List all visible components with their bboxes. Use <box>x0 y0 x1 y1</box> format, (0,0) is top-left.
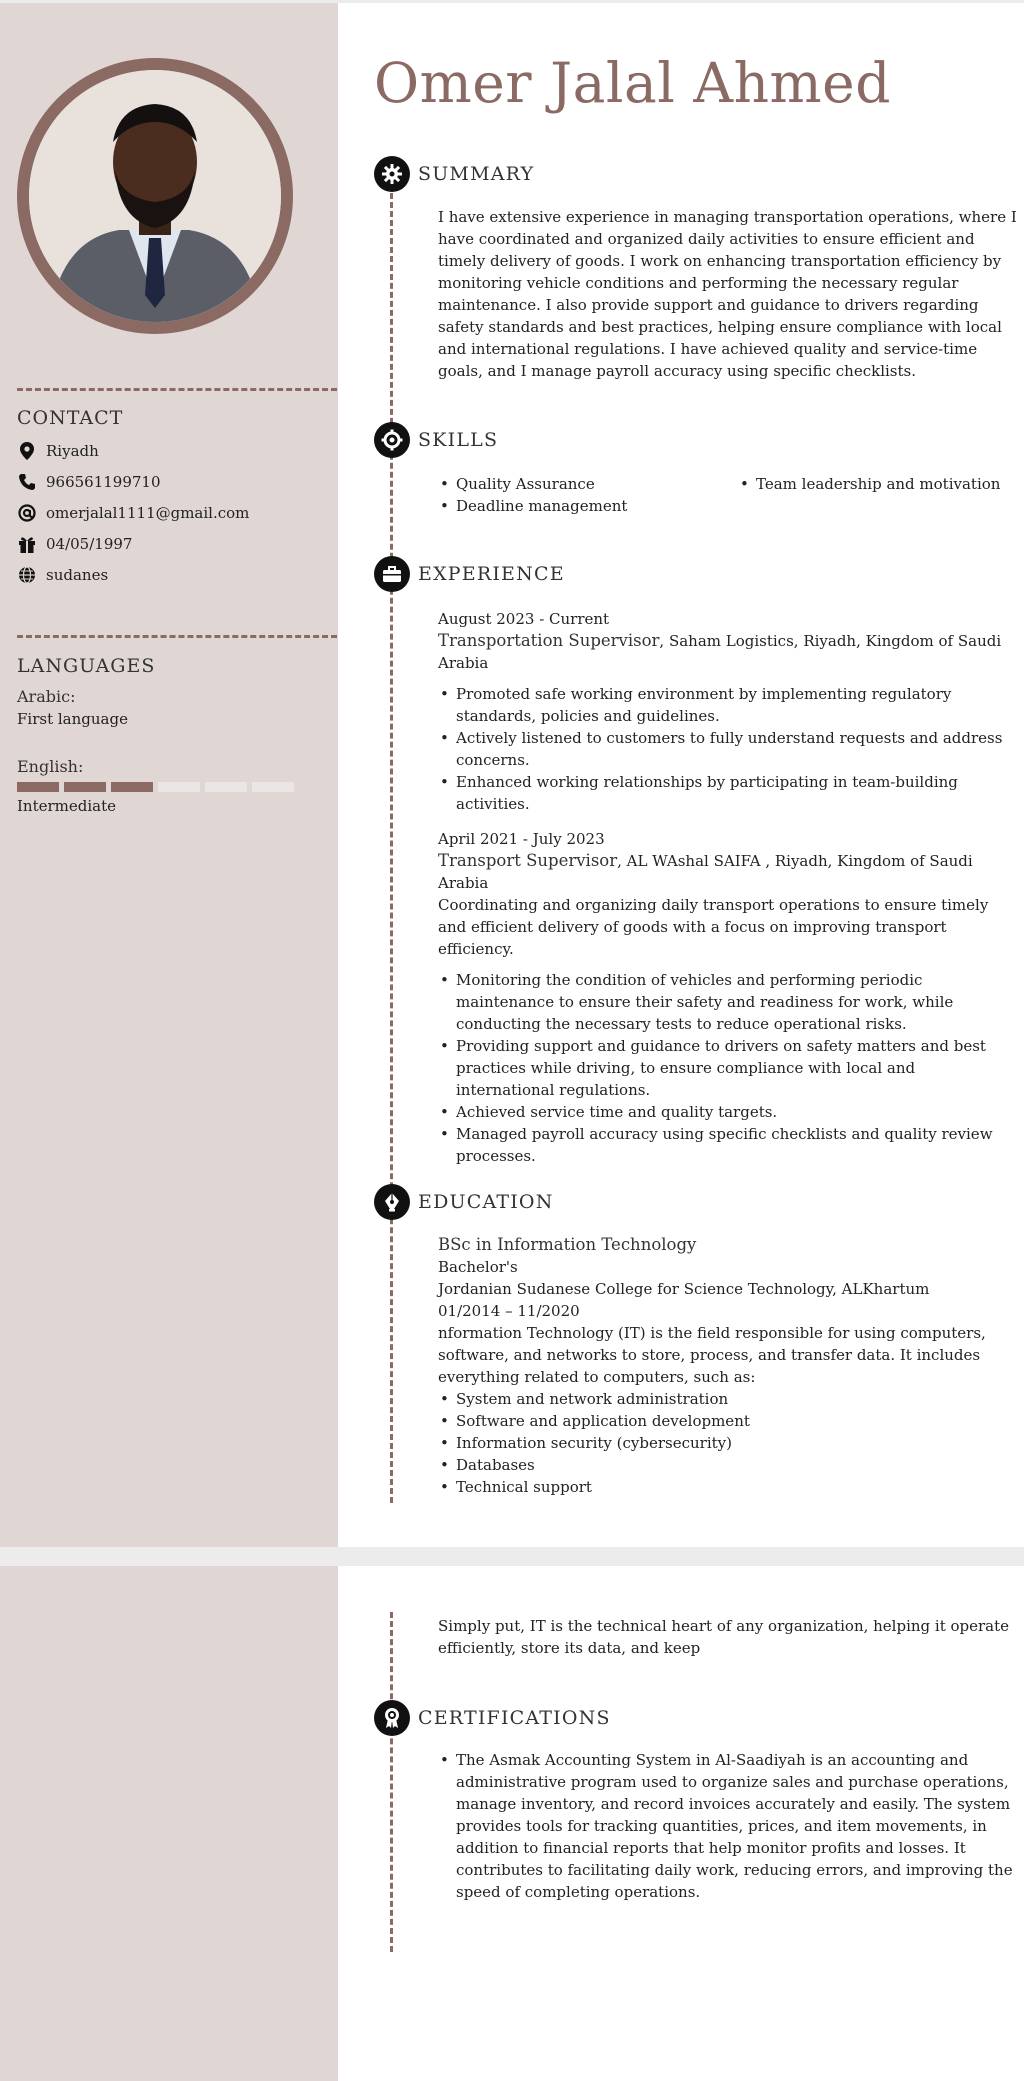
location-pin-icon <box>17 441 37 461</box>
gift-icon <box>17 534 37 554</box>
language-level-segment <box>17 782 59 792</box>
education-dates: 01/2014 – 11/2020 <box>438 1302 580 1320</box>
contact-location-text: Riyadh <box>46 442 99 460</box>
language-level-bar <box>17 782 294 792</box>
globe-icon <box>17 565 37 585</box>
job-bullet: • Promoted safe working environment by implementing regulatory standards, policies and guidelines. <box>438 683 1018 727</box>
skill-item: • Deadline management <box>438 495 738 517</box>
candidate-name: Omer Jalal Ahmed <box>374 51 891 115</box>
contact-phone <box>17 471 161 493</box>
job-bullet: • Actively listened to customers to fully understand requests and address concerns. <box>438 727 1018 771</box>
timeline-line <box>390 193 393 1503</box>
job-bullet: • Managed payroll accuracy using specific checklists and quality review processes. <box>438 1123 1018 1167</box>
certification-item: • The Asmak Accounting System in Al-Saadiyah is an accounting and administrative program used to organize sales and purchase operations, manage inventory, and record invoices accurately and easily. The system provides tools for tracking quantities, prices, and item movements, in addition to financial reports that help monitor profits and losses. It contributes to facilitating daily work, reducing errors, and improving the speed of completing operations. <box>438 1749 1018 1903</box>
sidebar <box>0 1566 338 2081</box>
timeline-line <box>390 1612 393 1952</box>
contact-birthday-text: 04/05/1997 <box>46 535 133 553</box>
education-bullet: • Information security (cybersecurity) <box>438 1432 1018 1454</box>
job-bullet: • Providing support and guidance to drivers on safety matters and best practices while driving, to ensure compliance with local and international regulations. <box>438 1035 1018 1101</box>
contact-nationality-text: sudanes <box>46 566 109 584</box>
language-level-segment <box>158 782 200 792</box>
job-bullet: • Enhanced working relationships by participating in team-building activities. <box>438 771 1018 815</box>
language-name: Arabic: <box>17 687 76 706</box>
education-bullet: • Technical support <box>438 1476 1018 1498</box>
language-level-segment <box>252 782 294 792</box>
language-level-segment <box>64 782 106 792</box>
skills-gear-icon <box>374 422 410 458</box>
education-entry <box>438 1234 1018 1498</box>
summary-gear-icon <box>374 156 410 192</box>
languages-heading: LANGUAGES <box>17 655 156 677</box>
contact-heading: CONTACT <box>17 407 124 429</box>
language-level-segment <box>205 782 247 792</box>
resume-page-1 <box>0 3 1024 1547</box>
job-entry <box>438 828 1018 1167</box>
briefcase-icon <box>374 556 410 592</box>
job-bullets <box>438 969 1018 1167</box>
job-description: Coordinating and organizing daily transport operations to ensure timely and efficient delivery of goods with a focus on improving transport efficiency. <box>438 896 989 958</box>
education-continuation: Simply put, IT is the technical heart of any organization, helping it operate efficiently, store its data, and keep <box>438 1617 1010 1657</box>
education-heading: EDUCATION <box>418 1191 554 1213</box>
job-dates: August 2023 - Current <box>438 610 610 628</box>
contact-email-text[interactable]: omerjalal1111@gmail.com <box>46 504 250 522</box>
contact-nationality <box>17 564 108 586</box>
job-organization: , Saham Logistics, Riyadh, Kingdom of Saudi Arabia <box>438 632 1002 672</box>
education-bullet: • Databases <box>438 1454 1018 1476</box>
job-title: Transport Supervisor <box>438 851 618 870</box>
language-level-segment <box>111 782 153 792</box>
education-bullet: • System and network administration <box>438 1388 1018 1410</box>
degree-title: BSc in Information Technology <box>438 1235 697 1254</box>
education-bullet: • Software and application development <box>438 1410 1018 1432</box>
at-sign-icon <box>17 503 37 523</box>
job-dates: April 2021 - July 2023 <box>438 830 605 848</box>
summary-text: I have extensive experience in managing transportation operations, where I have coordinated and organized daily activities to ensure efficient and timely delivery of goods. I work on enhancing transportation efficiency by monitoring vehicle conditions and performing the necessary regular maintenance. I also provide support and guidance to drivers regarding safety standards and best practices, helping ensure compliance with local and international regulations. I have achieved quality and service-time goals, and I manage payroll accuracy using specific checklists. <box>438 208 1017 380</box>
experience-heading: EXPERIENCE <box>418 563 565 585</box>
sidebar-divider <box>17 635 337 638</box>
profile-photo <box>17 58 293 334</box>
sidebar <box>0 3 338 1547</box>
job-bullets <box>438 683 1018 815</box>
skill-item: • Quality Assurance <box>438 473 738 495</box>
summary-heading: SUMMARY <box>418 163 535 185</box>
contact-phone-text[interactable]: 966561199710 <box>46 473 161 491</box>
contact-location <box>17 440 99 462</box>
certifications-heading: CERTIFICATIONS <box>418 1707 611 1729</box>
job-bullet: • Monitoring the condition of vehicles and performing periodic maintenance to ensure their safety and readiness for work, while conducting the necessary tests to reduce operational risks. <box>438 969 1018 1035</box>
language-name: English: <box>17 757 84 776</box>
job-entry <box>438 608 1018 815</box>
language-level: Intermediate <box>17 797 117 815</box>
language-level: First language <box>17 710 128 728</box>
skills-list <box>438 473 1018 517</box>
award-ribbon-icon <box>374 1700 410 1736</box>
skills-heading: SKILLS <box>418 429 499 451</box>
job-organization: , AL WAshal SAIFA , Riyadh, Kingdom of Saudi Arabia <box>438 852 973 892</box>
resume-page-2 <box>0 1566 1024 2081</box>
job-title: Transportation Supervisor <box>438 631 660 650</box>
job-bullet: • Achieved service time and quality targets. <box>438 1101 1018 1123</box>
degree-level: Bachelor's <box>438 1258 518 1276</box>
sidebar-divider <box>17 388 337 391</box>
education-description: nformation Technology (IT) is the field responsible for using computers, software, and networks to store, process, and transfer data. It includes everything related to computers, such as: <box>438 1324 986 1386</box>
pen-nib-icon <box>374 1184 410 1220</box>
phone-icon <box>17 472 37 492</box>
certifications-list <box>438 1749 1018 1903</box>
school-name: Jordanian Sudanese College for Science Technology, ALKhartum <box>438 1280 930 1298</box>
education-bullets <box>438 1388 1018 1498</box>
contact-birthday <box>17 533 132 555</box>
contact-email <box>17 502 249 524</box>
skill-item: • Team leadership and motivation <box>738 473 1018 495</box>
